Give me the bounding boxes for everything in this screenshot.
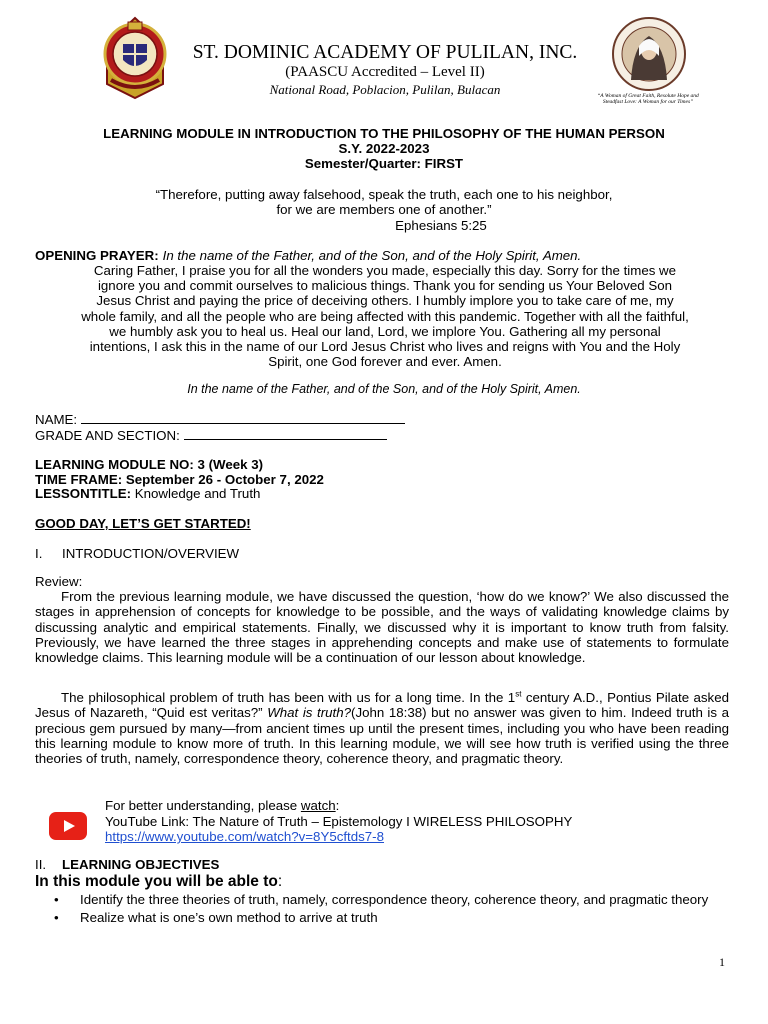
section-2-number: II. [35, 857, 47, 872]
opening-prayer-label: OPENING PRAYER: [35, 248, 159, 263]
verse-line-2: for we are members one of another.” [276, 202, 492, 217]
review-label: Review: [35, 574, 83, 589]
grade-section-blank[interactable] [184, 427, 387, 440]
objectives-intro [35, 873, 282, 891]
lesson-title: Knowledge and Truth [134, 486, 261, 501]
ordinal-suffix: st [515, 689, 522, 699]
paragraph-2-text: The philosophical problem of truth has been with us for a long time. In the 1 [61, 690, 516, 705]
name-blank[interactable] [81, 411, 405, 424]
founder-portrait-seal [611, 16, 687, 96]
objectives-intro-colon: : [277, 873, 283, 890]
semester-quarter: Semester/Quarter: FIRST [304, 156, 464, 171]
bullet-icon: • [54, 910, 59, 925]
grade-section-label: GRADE AND SECTION: [35, 428, 180, 443]
school-crest-logo [97, 14, 173, 100]
name-field [35, 411, 455, 428]
learning-module-number: LEARNING MODULE NO: 3 (Week 3) [35, 457, 264, 472]
section-1-heading [35, 546, 239, 562]
greeting-heading: GOOD DAY, LET’S GET STARTED! [35, 516, 251, 531]
prayer-body [35, 263, 735, 369]
prayer-line: intentions, I ask this in the name of our Lord Jesus Christ who lives and reigns with You and the Holy [89, 339, 681, 355]
school-year: S.Y. 2022-2023 [338, 141, 430, 156]
youtube-link-label: YouTube Link: The Nature of Truth – Epistemology I WIRELESS PHILOSOPHY [105, 813, 573, 829]
verse-reference: Ephesians 5:25 [395, 218, 487, 233]
section-1-title: INTRODUCTION/OVERVIEW [62, 546, 240, 561]
paragraph-2-text: (John 18:38) but no answer was given to him. Indeed truth is a precious gem pursued by many—from ancient times up until the present times, including you who have been reading this learning module to know more of truth. In this learning module, we will see how truth is verified using the three theories of truth, namely, correspondence theory, coherence theory, and pragmatic theory. [35, 705, 729, 767]
objective-item [52, 892, 729, 907]
lesson-title-line [35, 486, 260, 502]
review-paragraph-1: From the previous learning module, we have discussed the question, ‘how do we know?’ We also discussed the stages in apprehension of concepts for knowledge to be possible, and the ways of validating knowledge claims by discussing analytic and empirical statements. Finally, we discussed why it is important to know truth from falsity. Previously, we have learned the three stages in apprehending concepts and make use of statements to formulate knowledge claims. This learning module will be a continuation of our lesson about knowledge. [35, 589, 729, 666]
page-number: 1 [719, 955, 725, 969]
verse-line-1: “Therefore, putting away falsehood, speak the truth, each one to his neighbor, [155, 187, 613, 202]
sign-of-cross-opening: In the name of the Father, and of the Son, and of the Holy Spirit, Amen. [162, 248, 582, 263]
section-2-heading [35, 857, 219, 873]
bible-verse [0, 187, 768, 217]
prayer-line: Spirit, one God forever and ever. Amen. [268, 354, 502, 370]
objective-text: Identify the three theories of truth, namely, correspondence theory, coherence theory, and pragmatic theory [80, 892, 709, 907]
watch-colon: : [335, 798, 340, 813]
objectives-list [52, 892, 729, 928]
watch-word: watch [300, 798, 336, 813]
opening-prayer-heading [35, 248, 735, 264]
paragraph-2-text: century A.D., Pontius Pilate asked Jesus of Nazareth, “Quid est veritas?” [35, 690, 729, 721]
lesson-title-label: LESSONTITLE: [35, 486, 132, 501]
objectives-intro-text: In this module you will be able to [35, 873, 278, 890]
accreditation-line: (PAASCU Accredited – Level II) [285, 64, 485, 80]
seal-motto: “A Woman of Great Faith, Resolute Hope and Steadfast Love: A Woman for our Times” [597, 93, 699, 106]
name-label: NAME: [35, 412, 78, 427]
document-header [0, 14, 768, 106]
what-is-truth-italic: What is truth? [267, 705, 352, 721]
prayer-line: whole family, and all the people who are being affected with this pandemic. Together with all the faithful, [81, 308, 689, 324]
grade-section-field [35, 427, 455, 444]
objective-text: Realize what is one’s own method to arrive at truth [80, 910, 378, 925]
video-reference [105, 798, 725, 845]
prayer-line: Jesus Christ and paying the price of deceiving others. I humbly implore you to take care of me, my [96, 293, 674, 309]
review-paragraph-2 [35, 690, 729, 766]
section-2-title: LEARNING OBJECTIVES [62, 857, 220, 872]
prayer-line: ignore you and commit ourselves to malicious things. Thank you for sending us Your Beloved Son [97, 278, 673, 294]
section-1-number: I. [35, 546, 43, 561]
prayer-line: we humbly ask you to heal us. Heal our land, Lord, we implore You. Gathering all my personal [109, 323, 661, 339]
sign-of-cross-closing: In the name of the Father, and of the Son, and of the Holy Spirit, Amen. [187, 382, 581, 396]
time-frame: TIME FRAME: September 26 - October 7, 2022 [35, 472, 324, 487]
youtube-url-link[interactable]: https://www.youtube.com/watch?v=8Y5cftds7-8 [105, 829, 385, 844]
objective-item [52, 910, 729, 925]
prayer-line: Caring Father, I praise you for all the wonders you made, especially this day. Sorry for the times we [93, 263, 677, 278]
watch-instruction [105, 798, 725, 814]
school-name: ST. DOMINIC ACADEMY OF PULILAN, INC. [192, 42, 578, 63]
bullet-icon: • [54, 892, 59, 907]
watch-intro: For better understanding, please [105, 798, 301, 813]
school-address: National Road, Poblacion, Pulilan, Bulacan [269, 82, 501, 97]
youtube-play-icon[interactable] [49, 812, 87, 840]
module-title: LEARNING MODULE IN INTRODUCTION TO THE PHILOSOPHY OF THE HUMAN PERSON [103, 126, 665, 141]
